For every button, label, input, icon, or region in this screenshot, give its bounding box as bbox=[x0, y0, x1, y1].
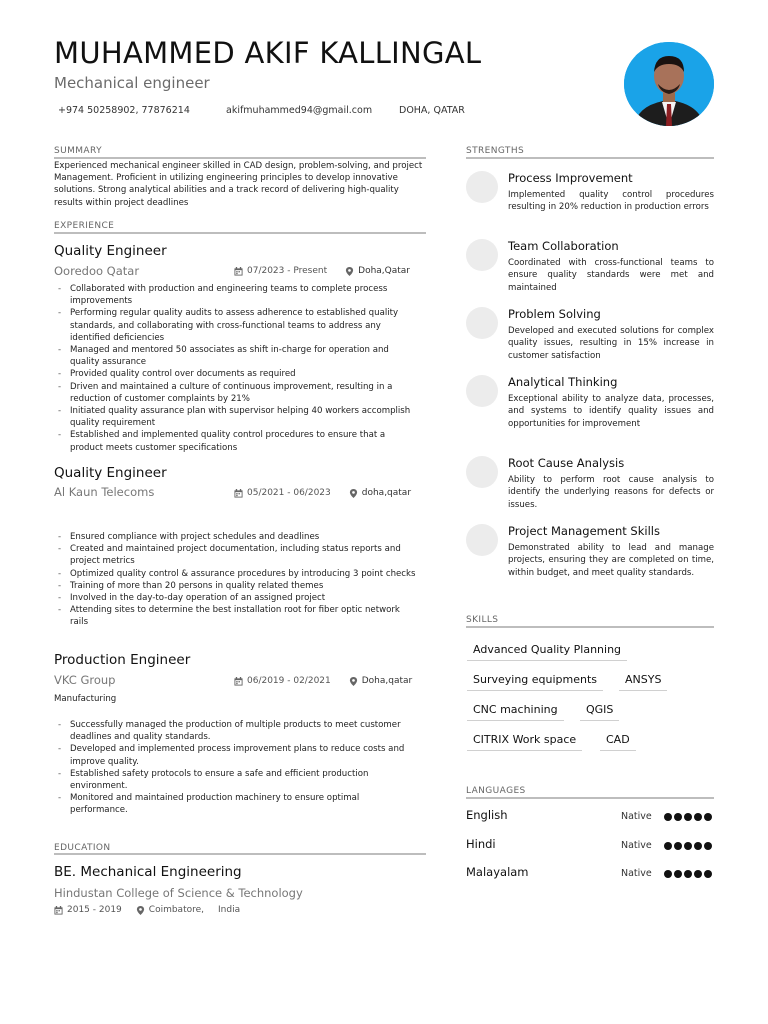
calendar-icon bbox=[234, 267, 243, 276]
skills-divider bbox=[466, 626, 714, 628]
languages-divider bbox=[466, 797, 714, 799]
rating-dot bbox=[674, 842, 682, 850]
languages-heading: LANGUAGES bbox=[466, 786, 526, 796]
job-dates: 06/2019 - 02/2021 bbox=[247, 676, 331, 686]
strengths-heading: STRENGTHS bbox=[466, 146, 525, 156]
list-item: - Involved in the day-to-day operation of an assigned project bbox=[54, 592, 416, 604]
education-city: Coimbatore, bbox=[148, 905, 205, 915]
job-meta bbox=[234, 676, 412, 686]
job-company: VKC Group bbox=[54, 673, 116, 687]
rating-dot bbox=[664, 813, 672, 821]
list-item: - Performing regular quality audits to assess adherence to established quality standards, and collaborating with cross-functional teams to address any identified deficiencies bbox=[54, 307, 416, 344]
calendar-icon bbox=[234, 489, 243, 498]
rating-dot bbox=[704, 870, 712, 878]
strength-title: Team Collaboration bbox=[508, 239, 619, 253]
degree-title: BE. Mechanical Engineering bbox=[54, 864, 242, 880]
strength-title: Problem Solving bbox=[508, 307, 601, 321]
rating-dot bbox=[694, 870, 702, 878]
strength-item bbox=[466, 171, 714, 227]
job-subtitle: Manufacturing bbox=[54, 694, 117, 704]
strengths-divider bbox=[466, 157, 714, 159]
email-address: akifmuhammed94@gmail.com bbox=[226, 105, 373, 116]
list-item: - Created and maintained project documentation, including status reports and project metrics bbox=[54, 543, 416, 567]
strength-title: Analytical Thinking bbox=[508, 375, 618, 389]
language-name: Malayalam bbox=[466, 865, 529, 879]
language-rating bbox=[664, 842, 712, 850]
school-name: Hindustan College of Science & Technology bbox=[54, 886, 303, 900]
job-title: Quality Engineer bbox=[54, 243, 167, 259]
education-country: India bbox=[218, 905, 241, 915]
rating-dot bbox=[664, 870, 672, 878]
skill-tag: CNC machining bbox=[467, 703, 564, 721]
rating-dot bbox=[684, 813, 692, 821]
strength-item bbox=[466, 524, 714, 594]
list-item: - Initiated quality assurance plan with supervisor helping 40 workers accomplish quality requirement bbox=[54, 405, 416, 429]
skill-tag: Surveying equipments bbox=[467, 673, 603, 691]
list-item: - Provided quality control over documents as required bbox=[54, 368, 416, 380]
language-name: English bbox=[466, 808, 508, 822]
strength-icon bbox=[466, 171, 498, 203]
list-item: - Successfully managed the production of multiple products to meet customer deadlines and quality standards. bbox=[54, 719, 416, 743]
skill-tag: ANSYS bbox=[619, 673, 667, 691]
strength-description: Ability to perform root cause analysis to identify the underlying reasons for defects or issues. bbox=[508, 475, 714, 510]
strength-title: Project Management Skills bbox=[508, 524, 660, 538]
job-dates: 05/2021 - 06/2023 bbox=[247, 488, 331, 498]
strength-description: Exceptional ability to analyze data, processes, and systems to identify quality issues and opportunities for improvement bbox=[508, 394, 714, 429]
education-dates: 2015 - 2019 bbox=[67, 905, 122, 915]
rating-dot bbox=[684, 842, 692, 850]
strength-description: Developed and executed solutions for complex quality issues, resulting in 15% increase in customer satisfaction bbox=[508, 326, 714, 361]
strength-title: Root Cause Analysis bbox=[508, 456, 625, 470]
skill-tag: CITRIX Work space bbox=[467, 733, 582, 751]
strength-description: Implemented quality control procedures resulting in 20% reduction in production errors bbox=[508, 190, 714, 213]
map-pin-icon bbox=[349, 489, 358, 498]
job-meta bbox=[234, 266, 410, 276]
skill-tag: CAD bbox=[600, 733, 636, 751]
job-dates: 07/2023 - Present bbox=[247, 266, 328, 276]
strength-item bbox=[466, 239, 714, 295]
strength-item bbox=[466, 375, 714, 445]
language-name: Hindi bbox=[466, 837, 496, 851]
strength-item bbox=[466, 456, 714, 512]
profile-photo bbox=[624, 42, 714, 126]
rating-dot bbox=[694, 813, 702, 821]
language-level: Native bbox=[621, 811, 652, 822]
strength-icon bbox=[466, 239, 498, 271]
rating-dot bbox=[674, 870, 682, 878]
candidate-role: Mechanical engineer bbox=[54, 74, 210, 92]
education-meta bbox=[54, 905, 240, 915]
experience-divider bbox=[54, 232, 426, 234]
candidate-name: MUHAMMED AKIF KALLINGAL bbox=[54, 36, 482, 70]
skill-tag: Advanced Quality Planning bbox=[467, 643, 627, 661]
job-duties bbox=[54, 531, 416, 629]
strength-description: Demonstrated ability to lead and manage projects, ensuring they are completed on time, within budget, and meet quality standards. bbox=[508, 543, 714, 578]
language-rating bbox=[664, 813, 712, 821]
summary-divider bbox=[54, 157, 426, 159]
list-item: - Attending sites to determine the best installation root for fiber optic network rails bbox=[54, 604, 416, 628]
language-level: Native bbox=[621, 868, 652, 879]
calendar-icon bbox=[234, 677, 243, 686]
map-pin-icon bbox=[345, 267, 354, 276]
education-divider bbox=[54, 853, 426, 855]
map-pin-icon bbox=[349, 677, 358, 686]
list-item: - Established and implemented quality control procedures to ensure that a product meets customer specifications bbox=[54, 429, 416, 453]
summary-heading: SUMMARY bbox=[54, 146, 102, 156]
home-location: DOHA, QATAR bbox=[399, 105, 465, 116]
list-item: - Developed and implemented process improvement plans to reduce costs and improve quality. bbox=[54, 743, 416, 767]
strength-description: Coordinated with cross-functional teams to ensure quality standards were met and maintained bbox=[508, 258, 714, 293]
rating-dot bbox=[684, 870, 692, 878]
education-heading: EDUCATION bbox=[54, 843, 111, 853]
rating-dot bbox=[664, 842, 672, 850]
list-item: - Established safety protocols to ensure a safe and efficient production environment. bbox=[54, 768, 416, 792]
summary-text: Experienced mechanical engineer skilled in CAD design, problem-solving, and project Management. Proficient in utilizing engineering principles to develop innovative solutions. Strong analytical abilities and a track record of delivering high-quality results within project deadlines bbox=[54, 161, 423, 208]
job-company: Ooredoo Qatar bbox=[54, 264, 140, 278]
language-level: Native bbox=[621, 840, 652, 851]
strength-icon bbox=[466, 456, 498, 488]
strength-item bbox=[466, 307, 714, 363]
job-location: doha,qatar bbox=[361, 488, 412, 498]
strength-title: Process Improvement bbox=[508, 171, 633, 185]
skills-heading: SKILLS bbox=[466, 615, 499, 625]
strength-icon bbox=[466, 375, 498, 407]
rating-dot bbox=[704, 842, 712, 850]
job-company: Al Kaun Telecoms bbox=[54, 485, 155, 499]
experience-heading: EXPERIENCE bbox=[54, 221, 115, 231]
list-item: - Driven and maintained a culture of continuous improvement, resulting in a reduction of customer complaints by 21% bbox=[54, 381, 416, 405]
job-meta bbox=[234, 488, 411, 498]
job-title: Production Engineer bbox=[54, 652, 191, 668]
job-location: Doha,Qatar bbox=[358, 266, 411, 276]
skill-tag: QGIS bbox=[580, 703, 619, 721]
list-item: - Collaborated with production and engineering teams to complete process improvements bbox=[54, 283, 416, 307]
job-location: Doha,qatar bbox=[361, 676, 413, 686]
list-item: - Ensured compliance with project schedules and deadlines bbox=[54, 531, 416, 543]
rating-dot bbox=[674, 813, 682, 821]
rating-dot bbox=[704, 813, 712, 821]
rating-dot bbox=[694, 842, 702, 850]
phone-number: +974 50258902, 77876214 bbox=[58, 105, 190, 116]
calendar-icon bbox=[54, 906, 63, 915]
job-duties bbox=[54, 719, 416, 817]
job-duties bbox=[54, 283, 416, 454]
language-rating bbox=[664, 870, 712, 878]
strength-icon bbox=[466, 307, 498, 339]
list-item: - Optimized quality control & assurance procedures by introducing 3 point checks bbox=[54, 568, 416, 580]
list-item: - Monitored and maintained production machinery to ensure optimal performance. bbox=[54, 792, 416, 816]
map-pin-icon bbox=[136, 906, 145, 915]
list-item: - Training of more than 20 persons in quality related themes bbox=[54, 580, 416, 592]
strength-icon bbox=[466, 524, 498, 556]
list-item: - Managed and mentored 50 associates as shift in-charge for operation and quality assurance bbox=[54, 344, 416, 368]
job-title: Quality Engineer bbox=[54, 465, 167, 481]
